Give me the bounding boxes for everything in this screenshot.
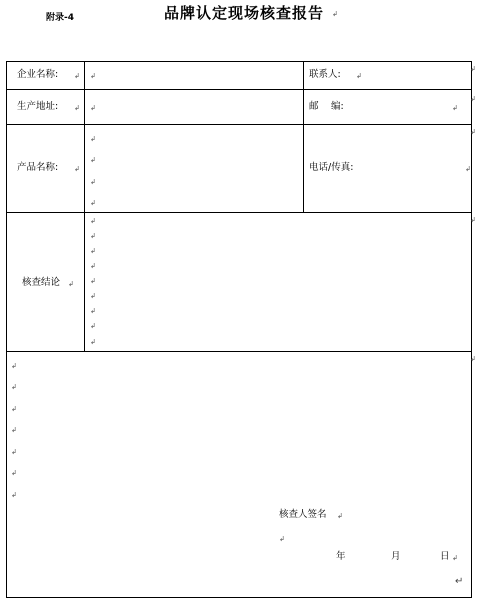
product-name-label: 产品名称:	[17, 162, 59, 173]
column-divider	[303, 61, 304, 212]
cell-end-mark: ↲	[337, 512, 343, 520]
paragraph-mark: ↵	[455, 576, 464, 587]
cell-end-mark: ↲	[11, 426, 17, 434]
row-divider	[6, 89, 472, 90]
conclusion-label: 核查结论	[22, 277, 61, 288]
cell-end-mark: ↲	[465, 165, 471, 173]
cell-end-mark: ↲	[90, 232, 96, 240]
cell-end-mark: ↲	[90, 135, 96, 143]
cell-end-mark: ↲	[90, 307, 96, 315]
column-divider	[84, 61, 85, 351]
cell-end-mark: ↲	[11, 405, 17, 413]
cell-end-mark: ↲	[11, 448, 17, 456]
cell-end-mark: ↲	[90, 322, 96, 330]
cell-end-mark: ↲	[90, 277, 96, 285]
cell-end-mark: ↲	[470, 355, 476, 363]
postal-label-a: 邮	[309, 101, 319, 112]
cell-end-mark: ↲	[452, 554, 458, 562]
cell-end-mark: ↲	[90, 199, 96, 207]
cell-end-mark: ↲	[68, 280, 74, 288]
cell-end-mark: ↲	[90, 178, 96, 186]
cell-end-mark: ↲	[279, 535, 285, 543]
cell-end-mark: ↲	[452, 104, 458, 112]
cell-end-mark: ↲	[90, 338, 96, 346]
cell-end-mark: ↲	[90, 217, 96, 225]
company-name-label: 企业名称:	[17, 69, 59, 80]
page-title: 品牌认定现场核查报告	[164, 4, 325, 22]
row-divider	[6, 212, 472, 213]
cell-end-mark: ↲	[90, 292, 96, 300]
row-divider	[6, 124, 472, 125]
cell-end-mark: ↲	[11, 383, 17, 391]
title-end-mark: ↲	[332, 10, 338, 18]
cell-end-mark: ↲	[356, 72, 362, 80]
month-label: 月	[391, 551, 401, 562]
year-label: 年	[336, 551, 346, 562]
day-label: 日	[440, 551, 450, 562]
cell-end-mark: ↲	[11, 469, 17, 477]
cell-end-mark: ↲	[90, 72, 96, 80]
cell-end-mark: ↲	[11, 362, 17, 370]
cell-end-mark: ↲	[74, 165, 80, 173]
cell-end-mark: ↲	[90, 247, 96, 255]
appendix-label: 附录-4	[46, 13, 74, 23]
cell-end-mark: ↲	[74, 72, 80, 80]
phone-fax-label: 电话/传真:	[309, 162, 354, 173]
row-divider	[6, 351, 472, 352]
cell-end-mark: ↲	[74, 104, 80, 112]
address-label: 生产地址:	[17, 101, 59, 112]
contact-label: 联系人:	[309, 69, 341, 80]
cell-end-mark: ↲	[90, 262, 96, 270]
cell-end-mark: ↲	[90, 156, 96, 164]
postal-label-b: 编:	[331, 101, 344, 112]
cell-end-mark: ↲	[11, 491, 17, 499]
cell-end-mark: ↲	[470, 128, 476, 136]
cell-end-mark: ↲	[90, 104, 96, 112]
report-table	[6, 61, 472, 598]
cell-end-mark: ↲	[470, 216, 476, 224]
inspector-signature-label: 核查人签名	[279, 509, 327, 520]
cell-end-mark: ↲	[470, 95, 476, 103]
cell-end-mark: ↲	[470, 65, 476, 73]
